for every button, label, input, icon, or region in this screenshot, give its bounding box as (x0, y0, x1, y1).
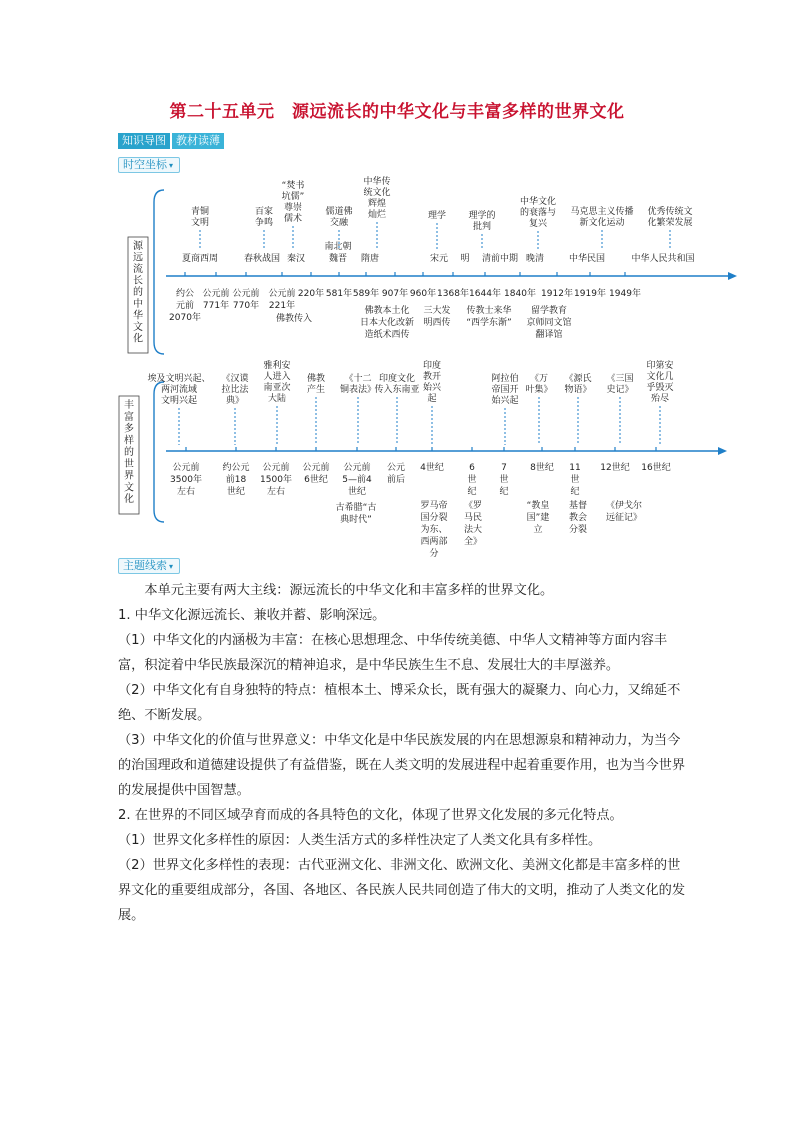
china-event-label: 中华文化 (519, 197, 557, 207)
china-event-label: 百家 (254, 207, 274, 217)
china-date-label: 元前 (175, 301, 195, 311)
china-label-char: 文 (133, 321, 143, 333)
world-date-label: 左右 (176, 487, 196, 497)
china-event-label: 新文化运动 (579, 218, 625, 228)
china-label-char: 远 (133, 252, 143, 264)
world-date-label: 世 (570, 475, 580, 485)
world-date-label: 16世纪 (641, 463, 671, 473)
world-label-char: 丰 (124, 400, 134, 411)
china-date-label: 公元前 (232, 289, 260, 299)
china-period-label: 晚清 (525, 254, 545, 264)
world-event-label: 物语》 (564, 385, 592, 395)
china-label-char: 长 (133, 275, 143, 287)
china-date-label: 770年 (232, 301, 260, 311)
world-date-label: 纪 (570, 487, 580, 497)
world-event-label: 殆尽 (650, 394, 670, 404)
china-date-label: 1912年 (541, 289, 573, 299)
china-period-label: 中华民国 (568, 254, 606, 264)
china-date-label: 公元前 (202, 289, 230, 299)
world-date-label: 世纪 (347, 487, 367, 497)
world-event-label: 佛教 (306, 374, 326, 384)
world-below-label: 分 (429, 549, 439, 559)
world-below-label: 《罗 (463, 501, 483, 511)
world-date-label: 前18 (225, 475, 247, 485)
paragraph: 本单元主要有两大主线：源远流长的中华文化和丰富多样的世界文化。 (144, 583, 554, 598)
china-event-label: 理学的 (468, 211, 496, 221)
world-event-label: 铜表法》 (339, 385, 377, 395)
world-below-label: 远征记》 (605, 513, 643, 523)
china-period-label: 秦汉 (286, 254, 306, 264)
china-event-label: 批判 (472, 222, 492, 232)
world-below-label: 基督 (568, 501, 588, 511)
world-event-label: 乎毁灭 (646, 383, 674, 393)
world-event-label: 印度文化 (378, 374, 416, 384)
china-period-label: 明 (460, 254, 470, 264)
world-event-label: 《十二 (344, 374, 372, 384)
china-below-label: 佛教本土化 (364, 306, 410, 316)
world-date-label: 纪 (499, 487, 509, 497)
china-event-label: 儒术 (283, 214, 303, 224)
china-date-label: 约公 (175, 289, 195, 299)
world-below-label: 法大 (463, 525, 483, 535)
china-date-label: 589年 (352, 289, 380, 299)
world-label-char: 多 (124, 423, 134, 435)
world-below-label: 教会 (568, 513, 588, 523)
paragraph: 1. 中华文化源远流长、兼收并蓄、影响深远。 (118, 608, 386, 623)
world-label-char: 化 (124, 494, 134, 506)
china-event-label: 理学 (427, 211, 447, 221)
world-event-label: 南亚次 (263, 383, 291, 393)
world-below-label: 全》 (463, 537, 483, 547)
world-below-label: 马民 (463, 513, 483, 523)
china-event-label: 统文化 (363, 188, 391, 198)
world-date-label: 世纪 (226, 487, 246, 497)
china-event-label: 儒道佛 (325, 207, 353, 217)
paragraph: （2）世界文化多样性的表现：古代亚洲文化、非洲文化、欧洲文化、美洲文化都是丰富多样的世界文化的重要组成部分，各国、各地区、各民族人民共同创造了伟大的文明，推动了人类文化的发展。 (118, 858, 686, 923)
china-period-label: 春秋战国 (243, 254, 281, 264)
world-event-label: 《汉谟 (221, 374, 249, 384)
world-event-label: 始兴起 (491, 396, 519, 406)
china-below-label: 留学教育 (530, 306, 568, 316)
paragraph: （2）中华文化有自身独特的特点：植根本土、博采众长，既有强大的凝聚力、向心力，又绵延不绝、不断发展。 (118, 683, 681, 723)
world-axis-arrow (718, 447, 727, 455)
china-period-label: 魏晋 (328, 254, 348, 264)
world-below-label: 罗马帝 (420, 501, 448, 511)
china-period-label: 宋元 (429, 254, 449, 264)
theme-body (118, 578, 688, 928)
world-event-label: 大陆 (267, 394, 287, 404)
world-event-label: 史记》 (606, 385, 634, 395)
china-event-label: 青铜 (190, 207, 210, 217)
world-event-label: 两河流域 (160, 385, 198, 395)
paragraph: （1）中华文化的内涵极为丰富：在核心思想理念、中华传统美德、中华人文精神等方面内容丰富，积淀着中华民族最深沉的精神追求，是中华民族生生不息、发展壮大的丰厚滋养。 (118, 633, 668, 673)
world-event-label: 《万 (529, 374, 549, 384)
china-label-char: 源 (133, 241, 143, 252)
china-below-label: “西学东渐” (466, 318, 512, 328)
world-event-label: 文化几 (646, 372, 674, 382)
china-date-label: 907年 (381, 289, 409, 299)
world-date-label: 纪 (467, 487, 477, 497)
world-event-label: 《三国 (606, 374, 634, 384)
world-date-label: 公元前 (343, 463, 371, 473)
china-below-label: 日本大化改新 (359, 318, 415, 328)
china-period-label: 南北朝 (324, 242, 352, 252)
china-bracket (154, 190, 164, 354)
china-event-label: 灿烂 (367, 210, 387, 220)
world-event-label: 教开 (422, 372, 442, 382)
world-date-label: 约公元 (222, 463, 250, 473)
china-date-label: 1919年 (574, 289, 606, 299)
china-event-label: 化繁荣发展 (647, 218, 693, 228)
world-date-label: 7 (501, 463, 507, 473)
world-event-label: 雅利安 (263, 361, 291, 371)
world-below-label: 典时代” (340, 515, 372, 525)
world-date-label: 4世纪 (420, 463, 444, 473)
world-label-char: 文 (124, 482, 134, 494)
china-date-label: 1840年 (504, 289, 536, 299)
page-title: 第二十五单元 源远流长的中华文化与丰富多样的世界文化 (169, 102, 625, 122)
china-below-label: 明西传 (423, 318, 451, 328)
world-event-label: 《源氏 (564, 374, 592, 384)
china-date-label: 公元前 (268, 289, 296, 299)
world-event-label: 阿拉伯 (491, 374, 519, 384)
world-below-label: 为东、 (420, 525, 448, 535)
china-date-label: 220年 (297, 289, 325, 299)
world-event-label: 帝国开 (491, 385, 519, 395)
china-event-label: 文明 (190, 218, 210, 228)
world-date-label: 公元前 (262, 463, 290, 473)
world-event-label: 典》 (225, 396, 245, 406)
china-date-label: 581年 (325, 289, 353, 299)
china-date-label: 771年 (202, 301, 230, 311)
world-below-label: “教皇 (526, 501, 550, 511)
world-label-char: 样 (124, 435, 134, 447)
world-below-label: 立 (533, 525, 543, 535)
world-date-label: 5—前4 (342, 475, 372, 485)
china-below-label: 佛教传入 (275, 314, 313, 324)
world-date-label: 8世纪 (530, 463, 554, 473)
china-date-label: 960年 (409, 289, 437, 299)
world-event-label: 人进入 (263, 372, 291, 382)
textbook-tag: 教材读薄 (172, 133, 224, 149)
china-event-label: 交融 (329, 218, 349, 228)
china-label-char: 的 (133, 287, 143, 299)
china-period-label: 隋唐 (360, 254, 380, 264)
world-date-label: 前后 (386, 475, 406, 485)
paragraph: 2. 在世界的不同区域孕育而成的各具特色的文化，体现了世界文化发展的多元化特点。 (118, 808, 623, 823)
world-label-char: 的 (124, 447, 134, 459)
china-date-label: 1644年 (469, 289, 501, 299)
world-date-label: 世 (499, 475, 509, 485)
china-period-label: 夏商西周 (181, 254, 219, 264)
china-event-label: 的衰落与 (519, 208, 557, 218)
world-event-label: 始兴 (422, 383, 442, 393)
china-below-label: 造纸术西传 (364, 330, 410, 340)
china-axis-arrow (728, 272, 737, 280)
world-below-label: 西两部 (420, 537, 448, 547)
china-label-char: 华 (133, 310, 143, 322)
china-event-label: 坑儒” (281, 192, 305, 202)
china-event-label: 争鸣 (254, 218, 274, 228)
china-label-char: 流 (133, 264, 143, 276)
china-below-label: 翻译馆 (535, 330, 563, 340)
section-label-timeline: 时空坐标 ▾ (118, 157, 180, 173)
paragraph: （1）世界文化多样性的原因：人类生活方式的多样性决定了人类文化具有多样性。 (118, 833, 602, 848)
world-date-label: 公元前 (172, 463, 200, 473)
world-event-label: 印第安 (646, 361, 674, 371)
china-date-label: 1949年 (609, 289, 641, 299)
china-label-char: 中 (133, 298, 143, 310)
world-event-label: 印度 (422, 361, 442, 371)
world-below-label: 古希腊“古 (335, 503, 377, 513)
china-below-label: 传教士来华 (466, 306, 512, 316)
world-date-label: 6世纪 (304, 475, 328, 485)
knowledge-map-tag: 知识导图 (118, 133, 170, 149)
world-event-label: 起 (427, 394, 437, 404)
world-label-char: 世 (124, 458, 134, 470)
world-below-label: 分裂 (568, 525, 588, 535)
china-period-label: 中华人民共和国 (631, 254, 695, 264)
world-below-label: 国分裂 (420, 513, 448, 523)
world-below-label: 《伊戈尔 (605, 501, 643, 511)
china-date-label: 1368年 (437, 289, 469, 299)
world-event-label: 拉比法 (221, 385, 249, 395)
world-event-label: 文明兴起 (160, 396, 198, 406)
world-date-label: 12世纪 (600, 463, 630, 473)
world-date-label: 世 (467, 475, 477, 485)
world-date-label: 公元 (386, 463, 406, 473)
china-below-label: 京师同文馆 (526, 318, 572, 328)
section-label-theme: 主题线索 ▾ (118, 558, 180, 574)
world-date-label: 11 (569, 463, 581, 473)
world-event-label: 叶集》 (525, 385, 553, 395)
china-date-label: 221年 (268, 301, 296, 311)
china-event-label: “焚书 (281, 181, 305, 191)
china-event-label: 马克思主义传播 (570, 207, 634, 217)
paragraph: （3）中华文化的价值与世界意义：中华文化是中华民族发展的内在思想源泉和精神动力，为当今的治国理政和道德建设提供了有益借鉴，既在人类文明的发展进程中起着重要作用，也为当今世界的发展提供中国智慧。 (118, 733, 686, 798)
world-date-label: 公元前 (302, 463, 330, 473)
china-event-label: 优秀传统文 (647, 207, 693, 217)
world-date-label: 3500年 (170, 475, 202, 485)
china-period-label: 清前中期 (481, 254, 519, 264)
world-date-label: 左右 (266, 487, 286, 497)
china-date-label: 2070年 (169, 313, 201, 323)
world-event-label: 埃及文明兴起、 (147, 374, 211, 384)
world-date-label: 6 (469, 463, 475, 473)
china-label-char: 化 (133, 333, 143, 345)
world-event-label: 传入东南亚 (374, 385, 420, 395)
china-event-label: 复兴 (528, 219, 548, 229)
china-event-label: 辉煌 (367, 199, 387, 209)
china-event-label: 尊崇 (283, 203, 303, 213)
world-date-label: 1500年 (260, 475, 292, 485)
world-label-char: 富 (124, 411, 134, 423)
world-event-label: 产生 (306, 385, 326, 395)
china-event-label: 中华传 (363, 177, 391, 187)
china-below-label: 三大发 (423, 306, 451, 316)
world-below-label: 国”建 (526, 513, 550, 523)
world-label-char: 界 (124, 470, 134, 482)
